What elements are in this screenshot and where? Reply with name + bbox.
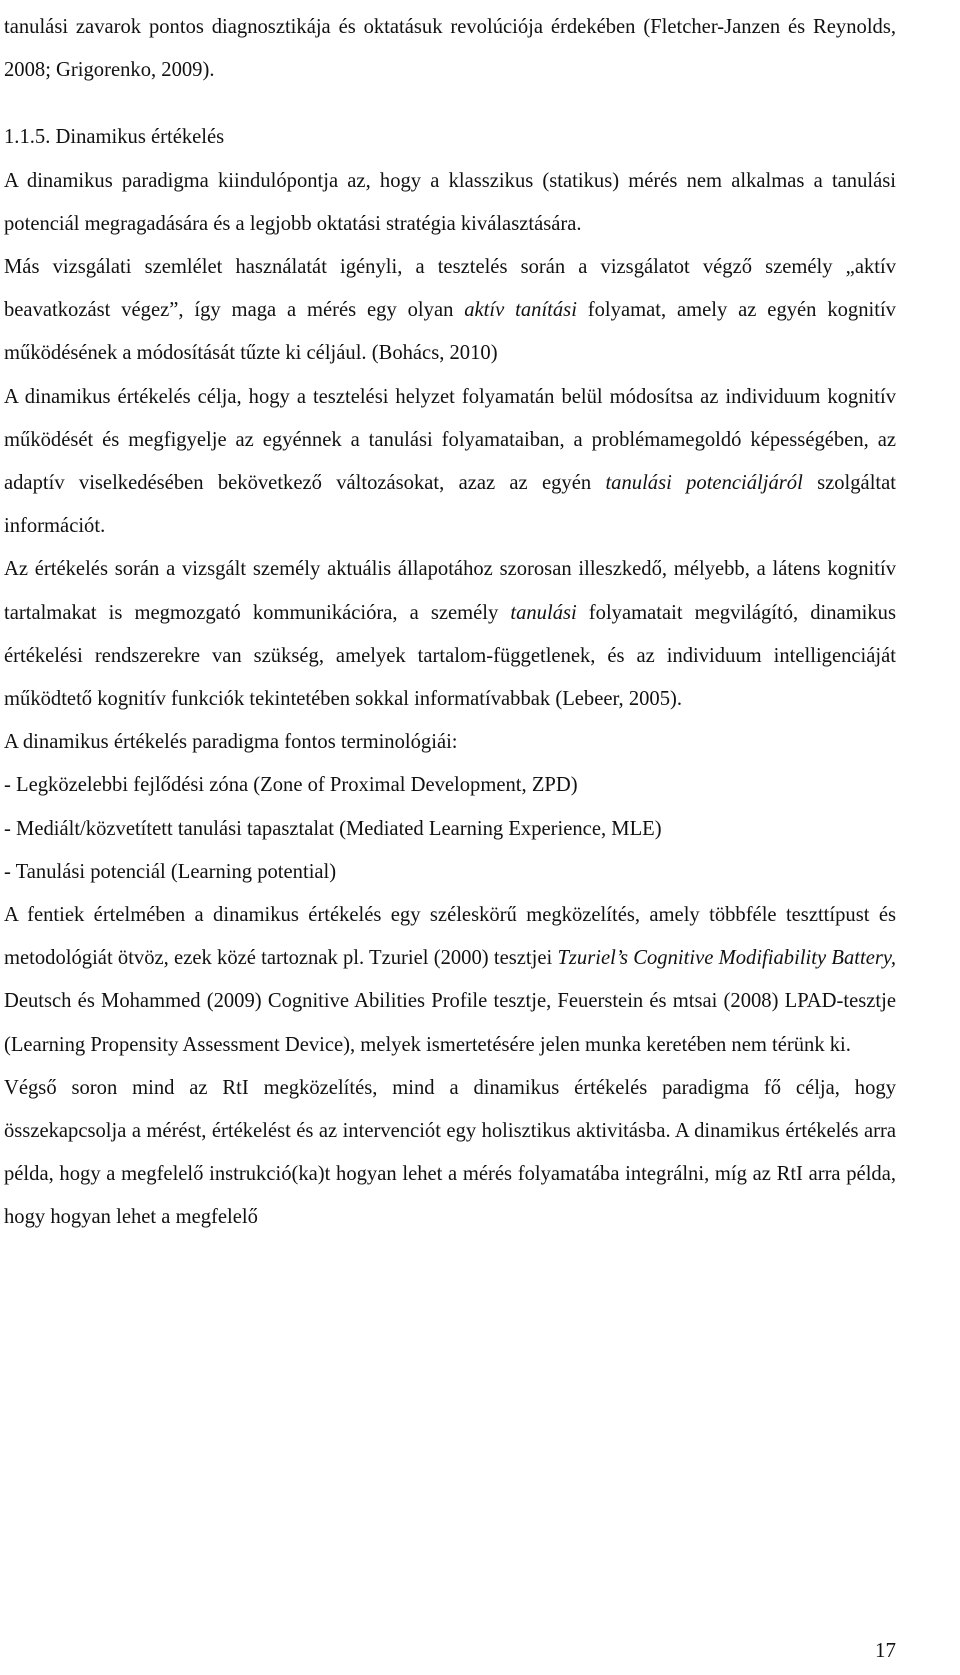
terminology-list-item: - Tanulási potenciál (Learning potential) [4,860,337,883]
paragraph-conclusion: Végső soron mind az RtI megközelítés, mind a dinamikus értékelés paradigma fő célja, hogy összekapcsolja a mérést, értékelést és az intervenciót egy holisztikus aktivitásba. A dinamikus értékelés arra példa, hogy a megfelelő instrukció(ka)t hogyan lehet a mérés folyamatába integrálni, míg az RtI arra példa, hogy hogyan lehet a megfelelő [4,1076,896,1229]
paragraph-tests-text-c: Deutsch és Mohammed (2009) Cognitive Abilities Profile tesztje, Feuerstein és mtsai (2008) LPAD-tesztje (Learning Propensity Assessment Device), melyek ismertetésére jelen munka keretében nem térünk ki. [4,990,896,1056]
paragraph-approach-text-a: Más vizsgálati szemlélet használatát igényli, a tesztelés során a vizsgálatot végző személy „aktív beavatkozást végez”, így maga a mérés egy olyan [4,256,896,322]
paragraph-assessment-text-c: folyamatait megvilágító, dinamikus értékelési rendszerekre van szükség, amelyek tartalom-függetlenek, és az individuum intelligenciáját működtető kognitív funkciók tekintetében sokkal informatívabbak (Lebeer, 2005). [4,601,896,711]
paragraph-intro: A dinamikus paradigma kiindulópontja az, hogy a klasszikus (statikus) mérés nem alkalmas a tanulási potenciál megragadására és a legjobb oktatási stratégia kiválasztására. [4,169,896,235]
paragraph-tests [4,894,896,1067]
paragraph-tests-text-a: A fentiek értelmében a dinamikus értékelés egy széleskörű megközelítés, amely többféle teszttípust és metodológiát ötvöz, ezek közé tartoznak pl. Tzuriel (2000) tesztjei [4,904,896,970]
paragraph-goal-text-c: szolgáltat információt. [4,472,897,538]
paragraph-assessment [4,548,896,721]
paragraph-assessment-text-a: Az értékelés során a vizsgált személy aktuális állapotához szorosan illeszkedő, mélyebb, a látens kognitív tartalmakat is megmozgató kommunikációra, a személy [4,558,896,624]
paragraph-terminology-intro: A dinamikus értékelés paradigma fontos terminológiái: [4,731,458,754]
paragraph-approach [4,246,896,376]
paragraph-approach-italic: aktív tanítási [464,299,577,322]
paragraph-tests-italic: Tzuriel’s Cognitive Modifiability Battery, [557,947,896,970]
terminology-list-item: - Legközelebbi fejlődési zóna (Zone of Proximal Development, ZPD) [4,774,578,797]
page-number: 17 [875,1638,896,1662]
terminology-list-item: - Mediált/közvetített tanulási tapasztalat (Mediated Learning Experience, MLE) [4,817,662,840]
page-body [4,0,896,1240]
paragraph-assessment-italic: tanulási [510,601,577,624]
paragraph-goal-text-a: A dinamikus értékelés célja, hogy a tesztelési helyzet folyamatán belül módosítsa az individuum kognitív működését és megfigyelje az egyénnek a tanulási folyamataiban, a problémamegoldó képességében, az adaptív viselkedésében bekövetkező változásokat, azaz az egyén [4,385,896,495]
paragraph-goal [4,376,896,549]
section-heading: 1.1.5. Dinamikus értékelés [4,126,225,149]
paragraph-approach-text-c: folyamat, amely az egyén kognitív működésének a módosítását tűzte ki céljául. (Bohács, 2010) [4,299,896,365]
paragraph-goal-italic: tanulási potenciáljáról [605,472,803,495]
paragraph-continuation: tanulási zavarok pontos diagnosztikája és oktatásuk revolúciója érdekében (Fletcher-Janzen és Reynolds, 2008; Grigorenko, 2009). [4,16,896,82]
